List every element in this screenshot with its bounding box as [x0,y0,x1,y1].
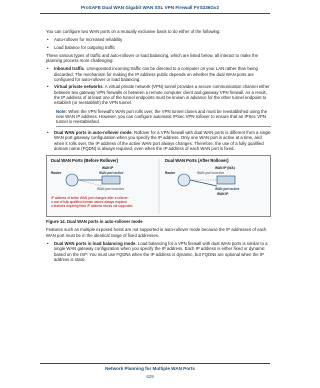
right-figure-title: Dual WAN Ports (After Rollover) [165,158,229,164]
list-item [54,241,271,262]
loadbalance-list [46,241,271,262]
rollover-title: Dual WAN ports in auto-rollover mode [54,129,132,135]
rollover-notes [51,197,156,208]
running-header: ProSAFE Dual WAN Gigabit WAN SSL VPN Firewall FVS336Gv2 [80,5,219,10]
vpn-text: . A virtual private network (VPN) tunnel provides a secure communication channel either between two gateway VPN firewalls or between a remote computer client and gateway VPN firewall. As a result, the IP address of at least one of the tunnel endpoints must be known in advance for the other tunnel endpoint to establish (or reestablish) the VPN tunnel. [54,84,270,106]
footer-rule [40,363,270,364]
link-line [190,180,217,186]
header-rule [40,13,270,14]
router-icon [66,174,78,186]
rollover-text: . Rollover for a VPN firewall with dual WAN ports is different from a single WAN port gateway configuration when you specify the IP address. Only one WAN port is active at a time, and when it rolls over, the IP address of the active WAN port always changes. Therefore, the use of a fully qualified domain name (FQDN) is always required, even when the IP address of each WAN port is fixed. [54,129,271,151]
list-item: • Load balance for outgoing traffic [54,45,271,50]
traffic-list [46,66,271,105]
rollover-note-line: o use of fully qualified domain names always required [51,199,127,204]
list-item: • Auto-rollover for increased reliability [54,37,271,42]
router-icon [178,174,190,186]
intro2-paragraph: These various types of traffic and auto-rollover or load balancing, which are listed below, all interact to make the planning process more challenging: [46,52,259,64]
router-label: Router [51,171,62,176]
rollover-list [46,130,271,151]
loadbalance-title: Dual WAN ports in load balancing mode [54,241,136,247]
note-block [56,109,271,127]
router-label: Router [165,171,176,176]
page-number: 629 [146,374,154,379]
note-text: When the VPN firewall's WAN port rolls over, the VPN tunnel closes and must be reestablished using the new WAN IP address. However, you can configure automatic IPSec VPN rollover to ensure that an IPSec VPN tunnel is reestablished. [56,108,268,125]
inbound-title: Inbound traffic [54,66,85,72]
note-rule [56,126,271,127]
port-active-label: WAN port active [99,171,124,176]
footer-title: Network Planning for Multiple WAN Ports [105,366,195,371]
port-active-label: WAN port active [215,187,240,192]
wan-ip-label: WAN IP [217,192,229,197]
vpn-title: Virtual private networks [54,84,103,90]
figure-rollover-diagram [46,155,271,217]
left-figure-title: Dual WAN Ports (Before Rollover) [51,158,119,164]
rollover-note-line: o features requiring fixed IP address blocks not supported [51,203,133,208]
intro-list [46,37,271,50]
inbound-text: . Unrequested incoming traffic can be directed to a computer on your LAN rather than being discarded. The mechanism for making the IP address public depends on whether the dual WAN ports are configured for auto-rollover or load balancing. [54,66,258,83]
loadbalance-text: . Load balancing for a VPN firewall with dual WAN ports is similar to a single WAN gateway configuration when you specify the IP address. Each IP address is either fixed or dynamic based on the ISP: You must use FQDNs when the IP address is dynamic, but FQDNs are optional when the IP address is static. [54,241,268,262]
firewall-icon [102,176,120,184]
figure-caption: Figure 14. Dual WAN ports in auto-rollover mode [46,219,143,225]
wan-ip-label: WAN IP [102,166,114,171]
note-label: Note: [56,108,67,114]
port-inactive-label: WAN port inactive [197,171,225,176]
link-line [78,180,102,186]
after-figure-paragraph: Features such as multiple exposed hosts are not supported in auto-rollover mode because the IP addresses of each WAN port must be in the identical range of fixed addresses. [46,227,267,238]
firewall-icon [217,176,235,184]
body-text [46,29,271,265]
list-item [54,84,271,105]
wan-ip-na-label: WAN IP (N/A) [215,166,235,171]
port-inactive-label: WAN port inactive [97,187,125,192]
list-item [54,130,271,151]
intro-paragraph: You can configure two WAN ports on a mutually exclusive basis to do either of the following: [46,29,221,34]
rollover-note-line: IP address of active WAN port changes after a rollover: [51,196,129,201]
list-item [54,66,271,82]
